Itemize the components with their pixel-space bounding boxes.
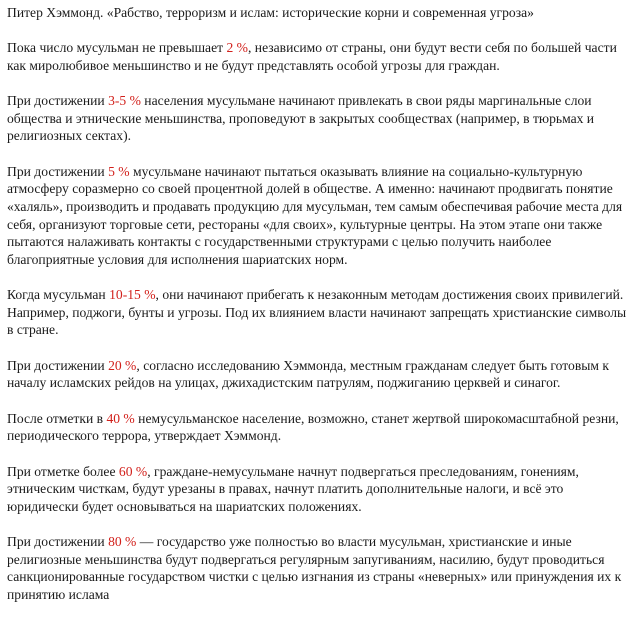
paragraph-2-percent — [7, 39, 633, 74]
percent-highlight: 2 % — [226, 40, 248, 56]
paragraph-20-percent — [7, 357, 633, 392]
percent-highlight: 40 % — [106, 410, 135, 426]
percent-highlight: 60 % — [118, 463, 148, 479]
paragraph-text: , независимо от страны, они будут вести себя по большей части как миролюбивое меньшинство и не будут представлять особой угрозы для граждан. — [7, 40, 617, 73]
paragraph-5-percent — [7, 163, 633, 269]
paragraph-text: немусульманское население, возможно, станет жертвой широкомасштабной резни, периодического террора, утверждает Хэммонд. — [7, 410, 619, 444]
paragraph-60-percent — [7, 463, 633, 516]
percent-highlight: 3-5 % — [108, 93, 141, 109]
percent-highlight: 20 % — [108, 357, 137, 373]
article-body — [7, 4, 633, 621]
paragraph-3-5-percent — [7, 92, 633, 145]
paragraph-text: При достижении — [7, 534, 109, 550]
paragraph-40-percent — [7, 410, 633, 445]
paragraph-text: При достижении — [7, 93, 109, 109]
paragraph-text: населения мусульмане начинают привлекать в свои ряды маргинальные слои общества и этнические меньшинства, проповедуют в закрытых сообществах (например, в тюрьмах и религиозных сектах). — [7, 93, 595, 144]
paragraph-text: , они начинают прибегать к незаконным методам достижения своих привилегий. Например, поджоги, бунты и угрозы. Под их влиянием власти начинают запрещать христианские символы в стране. — [7, 287, 627, 338]
paragraph-text: Пока число мусульман не превышает — [7, 40, 227, 56]
paragraph-text: При отметке более — [7, 463, 119, 479]
paragraph-text: , граждане-немусульмане начнут подвергаться преследованиям, гонениям, этническим чисткам, будут урезаны в правах, начнут платить дополнительные налоги, и всё это юридически будет основываться на шариатских положениях. — [7, 463, 579, 514]
percent-highlight: 80 % — [108, 534, 137, 550]
paragraph-text: После отметки в — [7, 410, 107, 426]
paragraph-text: мусульмане начинают пытаться оказывать влияние на социально-культурную атмосферу соразмерно со своей процентной долей в обществе. А именно: начинают продвигать понятие «халяль», производить и продавать продукцию для мусульман, тем самым обеспечивая рабочие места для себя, организуют торговые сети, рестораны «для своих», культурные центры. На этом этапе они также пытаются налаживать контакты с государственными структурами с целью получить наиболее благоприятные условия для исполнения шариатских норм. — [7, 163, 623, 267]
paragraph-text: При достижении — [7, 357, 109, 373]
paragraph-text: — государство уже полностью во власти мусульман, христианские и иные религиозные меньшинства будут подвергаться регулярным запугиваниям, насилию, будут проводиться санкционированные государством чистки с целью изгнания из страны «неверных» или принуждения их к принятию ислама — [7, 534, 622, 603]
paragraph-text: , согласно исследованию Хэммонда, местным гражданам следует быть готовым к началу исламских рейдов на улицах, джихадистским патрулям, поджиганию церквей и синагог. — [7, 357, 609, 391]
paragraph-text: При достижении — [7, 163, 109, 179]
article-title: Питер Хэммонд. «Рабство, терроризм и ислам: исторические корни и современная угроза» — [7, 5, 534, 20]
paragraph-10-15-percent — [7, 286, 633, 339]
percent-highlight: 5 % — [108, 163, 130, 179]
paragraph-80-percent — [7, 533, 633, 603]
paragraph-text: Когда мусульман — [7, 287, 110, 303]
percent-highlight: 10-15 % — [109, 287, 156, 303]
